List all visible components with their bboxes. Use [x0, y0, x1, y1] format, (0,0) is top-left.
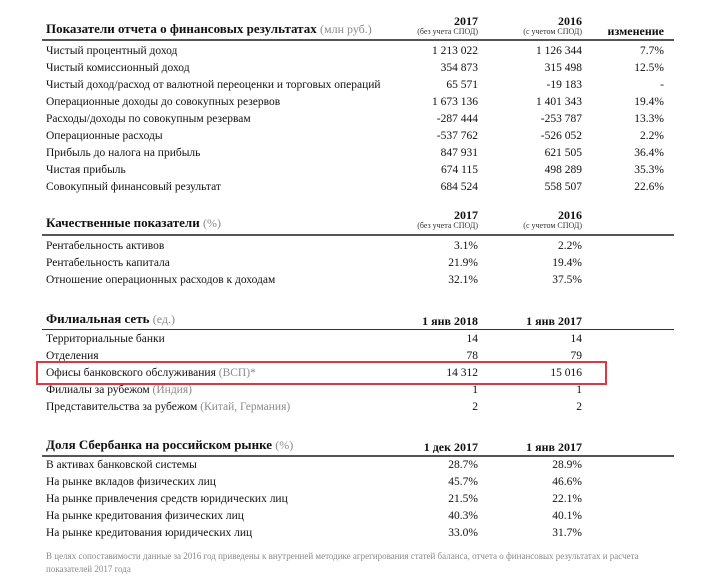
branch-network-header [46, 310, 674, 328]
row-label: Рентабельность активов [46, 240, 165, 252]
table-row [46, 255, 674, 272]
cell-value-col3: 13.3% [634, 113, 664, 125]
cell-value-col3: 12.5% [634, 62, 664, 74]
cell-value-col2: 558 507 [544, 181, 582, 193]
row-note: (ВСП)* [218, 367, 256, 379]
cell-value-col2: 498 289 [544, 164, 582, 176]
cell-value-col3: 36.4% [634, 147, 664, 159]
table-row [46, 77, 674, 94]
section-title: Доля Сбербанка на российском рынке (%) [46, 437, 294, 452]
table-row [46, 491, 674, 508]
cell-value-col2: -526 052 [540, 130, 582, 142]
quality-indicators-section [46, 208, 674, 286]
market-share-section [46, 436, 674, 539]
cell-value-col1: 32.1% [448, 274, 478, 286]
market-share-rows [46, 457, 674, 542]
cell-value-col2: 621 505 [544, 147, 582, 159]
cell-value-col1: 40.3% [448, 510, 478, 522]
cell-value-col1: 3.1% [454, 240, 478, 252]
footnote: В целях сопоставимости данные за 2016 год приведены к внутренней методике агрегирования статей баланса, отчета о финансовых результатах и расчета показателей 2017 года [46, 551, 639, 574]
section-title: Показатели отчета о финансовых результатах (млн руб.) [46, 21, 372, 36]
column-header-2017: 2017 (без учета СПОД) [417, 14, 478, 36]
cell-value-col3: 19.4% [634, 96, 664, 108]
row-label: Отношение операционных расходов к доходам [46, 274, 276, 286]
table-row [46, 508, 674, 525]
cell-value-col1: -287 444 [436, 113, 478, 125]
cell-value-col1: 684 524 [440, 181, 478, 193]
table-row [46, 525, 674, 542]
cell-value-col1: -537 762 [436, 130, 478, 142]
row-label: Отделения [46, 350, 99, 362]
cell-value-col1: 45.7% [448, 476, 478, 488]
table-row [46, 457, 674, 474]
cell-value-col2: 2 [576, 401, 582, 413]
row-label: В активах банковской системы [46, 459, 197, 471]
cell-value-col2: 37.5% [552, 274, 582, 286]
cell-value-col1: 28.7% [448, 459, 478, 471]
table-row [46, 111, 674, 128]
table-row [46, 272, 674, 289]
column-header-jan-2018: 1 янв 2018 [422, 314, 478, 328]
row-label: Представительства за рубежом (Китай, Германия) [46, 401, 291, 413]
row-label: На рынке вкладов физических лиц [46, 476, 216, 488]
row-label: Прибыль до налога на прибыль [46, 147, 201, 159]
branch-network-rows [46, 331, 674, 416]
row-note: (Китай, Германия) [200, 401, 291, 413]
cell-value-col1: 14 [466, 333, 478, 345]
cell-value-col2: -19 183 [546, 79, 582, 91]
cell-value-col1: 1 673 136 [432, 96, 478, 108]
column-header-change: изменение [607, 24, 664, 38]
row-label: Чистый процентный доход [46, 45, 178, 57]
row-label: На рынке кредитования юридических лиц [46, 527, 253, 539]
cell-value-col2: 1 401 343 [536, 96, 582, 108]
cell-value-col1: 674 115 [441, 164, 478, 176]
cell-value-col1: 354 873 [440, 62, 478, 74]
cell-value-col2: 1 [576, 384, 582, 396]
row-label: Территориальные банки [46, 333, 165, 345]
cell-value-col3: 7.7% [640, 45, 664, 57]
table-row [46, 43, 674, 60]
cell-value-col1: 1 [472, 384, 478, 396]
row-label: Офисы банковского обслуживания (ВСП)* [46, 367, 256, 379]
column-header-2016: 2016 (с учетом СПОД) [523, 208, 582, 230]
row-label: Совокупный финансовый результат [46, 181, 221, 193]
column-header-2016: 2016 (с учетом СПОД) [523, 14, 582, 36]
cell-value-col1: 78 [466, 350, 478, 362]
row-label: Филиалы за рубежом (Индия) [46, 384, 192, 396]
cell-value-col2: 79 [570, 350, 582, 362]
unit-label: (%) [202, 216, 221, 230]
unit-label: (%) [275, 438, 294, 452]
financial-results-rows [46, 43, 674, 196]
cell-value-col2: 1 126 344 [536, 45, 582, 57]
cell-value-col1: 14 312 [446, 367, 478, 379]
table-row [46, 128, 674, 145]
table-row [46, 60, 674, 77]
table-row [46, 179, 674, 196]
row-label: Чистый комиссионный доход [46, 62, 190, 74]
table-row [46, 331, 674, 348]
financial-results-header [46, 14, 674, 38]
section-title: Качественные показатели (%) [46, 215, 221, 230]
row-note: (Индия) [152, 384, 192, 396]
cell-value-col1: 21.5% [448, 493, 478, 505]
row-label: Чистая прибыль [46, 164, 126, 176]
table-row [46, 238, 674, 255]
cell-value-col1: 1 213 022 [432, 45, 478, 57]
quality-indicators-header [46, 208, 674, 232]
cell-value-col2: 19.4% [552, 257, 582, 269]
table-row [46, 474, 674, 491]
table-row [46, 145, 674, 162]
row-label: Рентабельность капитала [46, 257, 170, 269]
cell-value-col2: 14 [570, 333, 582, 345]
market-share-header [46, 436, 674, 454]
cell-value-col2: -253 787 [540, 113, 582, 125]
financial-results-section [46, 14, 674, 193]
row-label: Операционные доходы до совокупных резервов [46, 96, 281, 108]
row-label: На рынке кредитования физических лиц [46, 510, 244, 522]
table-row [46, 348, 674, 365]
column-header-dec-2017: 1 дек 2017 [423, 440, 478, 454]
cell-value-col1: 65 571 [446, 79, 478, 91]
cell-value-col2: 46.6% [552, 476, 582, 488]
row-label: Чистый доход/расход от валютной переоценки и торговых операций [46, 79, 381, 91]
cell-value-col2: 315 498 [544, 62, 582, 74]
table-row [46, 162, 674, 179]
cell-value-col2: 22.1% [552, 493, 582, 505]
row-label: Расходы/доходы по совокупным резервам [46, 113, 251, 125]
table-row [46, 94, 674, 111]
cell-value-col1: 2 [472, 401, 478, 413]
cell-value-col3: 22.6% [634, 181, 664, 193]
unit-label: (ед.) [152, 312, 175, 326]
cell-value-col2: 31.7% [552, 527, 582, 539]
column-header-jan-2017: 1 янв 2017 [526, 440, 582, 454]
table-row [46, 382, 674, 399]
cell-value-col2: 15 016 [550, 367, 582, 379]
table-row-highlighted [46, 365, 674, 382]
table-row [46, 399, 674, 416]
cell-value-col3: 35.3% [634, 164, 664, 176]
row-label: Операционные расходы [46, 130, 163, 142]
section-title: Филиальная сеть (ед.) [46, 311, 175, 326]
cell-value-col2: 2.2% [558, 240, 582, 252]
cell-value-col1: 21.9% [448, 257, 478, 269]
cell-value-col1: 847 931 [440, 147, 478, 159]
quality-indicators-rows [46, 238, 674, 289]
header-rule [42, 329, 674, 330]
column-header-jan-2017: 1 янв 2017 [526, 314, 582, 328]
unit-label: (млн руб.) [319, 22, 372, 36]
header-rule [42, 234, 674, 236]
cell-value-col3: - [660, 79, 664, 91]
cell-value-col3: 2.2% [640, 130, 664, 142]
row-label: На рынке привлечения средств юридических лиц [46, 493, 288, 505]
branch-network-section [46, 310, 674, 413]
cell-value-col2: 40.1% [552, 510, 582, 522]
header-rule [42, 39, 674, 41]
cell-value-col2: 28.9% [552, 459, 582, 471]
column-header-2017: 2017 (без учета СПОД) [417, 208, 478, 230]
cell-value-col1: 33.0% [448, 527, 478, 539]
